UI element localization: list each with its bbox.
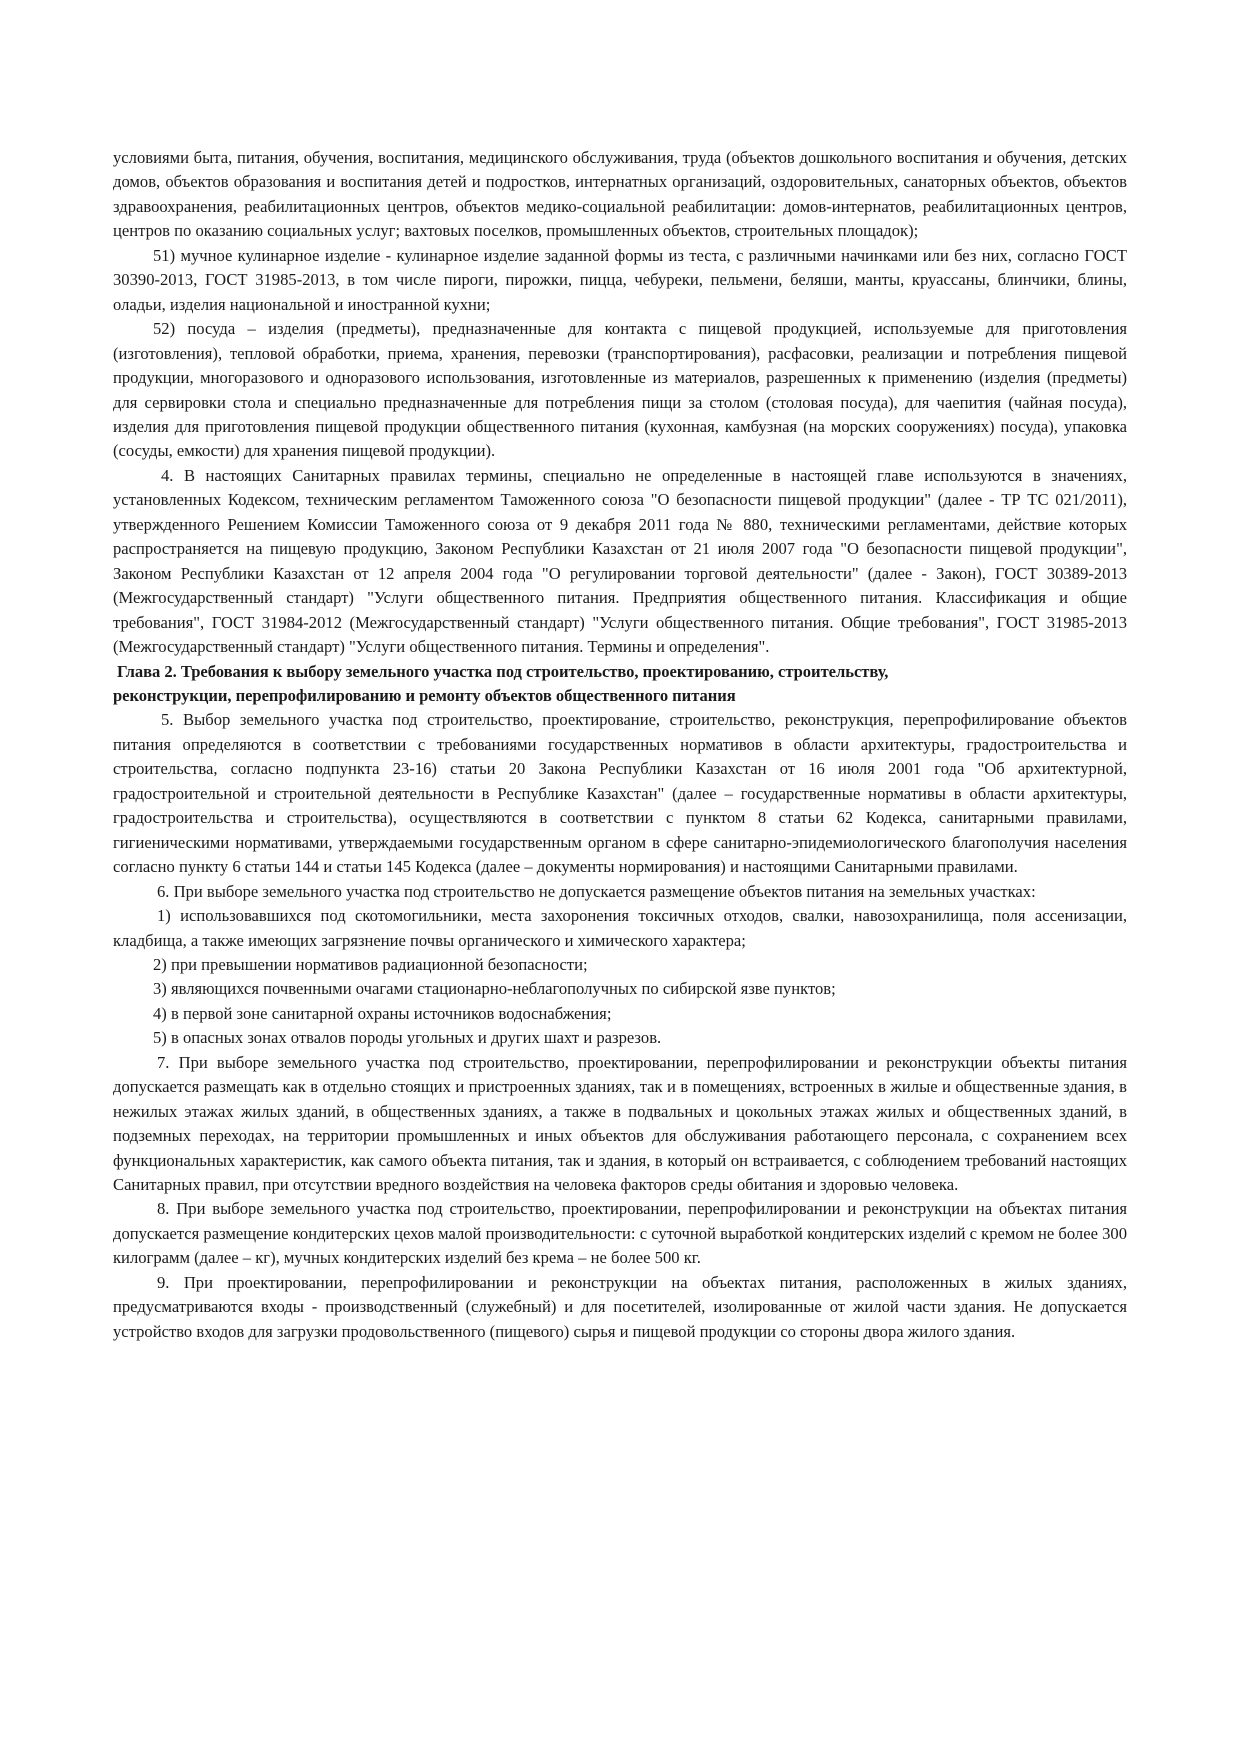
paragraph-6-item-3: 3) являющихся почвенными очагами стационарно-неблагополучных по сибирской язве пунктов; [153, 979, 836, 999]
chapter-heading-line-2: реконструкции, перепрофилированию и ремонту объектов общественного питания [113, 685, 736, 705]
paragraph-6-item-1: 1) использовавшихся под скотомогильники, места захоронения токсичных отходов, свалки, навозохранилища, поля ассенизации, кладбища, а также имеющих загрязнение почвы органического и химического характера; [113, 906, 1127, 950]
paragraph-6-item-2: 2) при превышении нормативов радиационной безопасности; [153, 954, 588, 974]
paragraph-6: 6. При выборе земельного участка под строительство не допускается размещение объектов питания на земельных участках: [157, 881, 1036, 901]
paragraph-6-item-5: 5) в опасных зонах отвалов породы угольных и других шахт и разрезов. [153, 1028, 662, 1048]
paragraph-4: 4. В настоящих Санитарных правилах термины, специально не определенные в настоящей главе используются в значениях, установленных Кодексом, техническим регламентом Таможенного союза "О безопасности пищевой продукции" (далее - ТР ТС 021/2011), утвержденного Решением Комиссии Таможенного союза от 9 декабря 2011 года № 880, техническими регламентами, действие которых распространяется на пищевую продукцию, Законом Республики Казахстан от 21 июля 2007 года "О безопасности пищевой продукции", Законом Республики Казахстан от 12 апреля 2004 года "О регулировании торговой деятельности" (далее - Закон), ГОСТ 30389-2013 (Межгосударственный стандарт) "Услуги общественного питания. Предприятия общественного питания. Классификация и общие требования", ГОСТ 31984-2012 (Межгосударственный стандарт) "Услуги общественного питания. Общие требования", ГОСТ 31985-2013 (Межгосударственный стандарт) "Услуги общественного питания. Термины и определения". [113, 465, 1127, 657]
paragraph-9: 9. При проектировании, перепрофилировании и реконструкции на объектах питания, расположенных в жилых зданиях, предусматриваются входы - производственный (служебный) и для посетителей, изолированные от жилой части здания. Не допускается устройство входов для загрузки продовольственного (пищевого) сырья и пищевой продукции со стороны двора жилого здания. [113, 1272, 1127, 1341]
paragraph-5: 5. Выбор земельного участка под строительство, проектирование, строительство, реконструкция, перепрофилирование объектов питания определяются в соответствии с требованиями государственных нормативов в области архитектуры, градостроительства и строительства, согласно подпункта 23-16) статьи 20 Закона Республики Казахстан от 16 июля 2001 года "Об архитектурной, градостроительной и строительной деятельности в Республике Казахстан" (далее – государственные нормативы в области архитектуры, градостроительства и строительства), осуществляются в соответствии с пунктом 8 статьи 62 Кодекса, санитарными правилами, гигиеническими нормативами, утверждаемыми государственным органом в сфере санитарно-эпидемиологического благополучия населения согласно пункту 6 статьи 144 и статьи 145 Кодекса (далее – документы нормирования) и настоящими Санитарными правилами. [113, 710, 1127, 877]
paragraph-8: 8. При выборе земельного участка под строительство, проектировании, перепрофилировании и реконструкции на объектах питания допускается размещение кондитерских цехов малой производительности: с суточной выработкой кондитерских изделий с кремом не более 300 килограмм (далее – кг), мучных кондитерских изделий без крема – не более 500 кг. [113, 1199, 1127, 1268]
paragraph-continuation: условиями быта, питания, обучения, воспитания, медицинского обслуживания, труда (объектов дошкольного воспитания и обучения, детских домов, объектов образования и воспитания детей и подростков, интернатных организаций, оздоровительных, санаторных объектов, объектов здравоохранения, реабилитационных центров, объектов медико-социальной реабилитации: домов-интернатов, реабилитационных центров, центров по оказанию социальных услуг; вахтовых поселков, промышленных объектов, строительных площадок); [113, 148, 1127, 241]
chapter-heading [113, 660, 1127, 709]
paragraph-7: 7. При выборе земельного участка под строительство, проектировании, перепрофилировании и реконструкции объекты питания допускается размещать как в отдельно стоящих и пристроенных зданиях, так и в помещениях, встроенных в жилые и общественные здания, в нежилых этажах жилых зданий, в общественных зданиях, а также в подвальных и цокольных этажах жилых и общественных зданий, в подземных переходах, на территории промышленных и иных объектов для обслуживания работающего персонала, с сохранением всех функциональных характеристик, как самого объекта питания, так и здания, в который он встраивается, с соблюдением требований настоящих Санитарных правил, при отсутствии вредного воздействия на человека факторов среды обитания и здоровью человека. [113, 1052, 1127, 1195]
paragraph-52: 52) посуда – изделия (предметы), предназначенные для контакта с пищевой продукцией, используемые для приготовления (изготовления), тепловой обработки, приема, хранения, перевозки (транспортирования), расфасовки, реализации и потребления пищевой продукции, многоразового и одноразового использования, изготовленные из материалов, разрешенных к применению (изделия (предметы) для сервировки стола и специально предназначенные для потребления пищи за столом (столовая посуда), для чаепития (чайная посуда), изделия для приготовления пищевой продукции общественного питания (кухонная, камбузная (на морских сооружениях) посуда), упаковка (сосуды, емкости) для хранения пищевой продукции). [113, 319, 1127, 461]
paragraph-51: 51) мучное кулинарное изделие - кулинарное изделие заданной формы из теста, с различными начинками или без них, согласно ГОСТ 30390-2013, ГОСТ 31985-2013, в том числе пироги, пирожки, пицца, чебуреки, пельмени, беляши, манты, круассаны, блинчики, блины, оладьи, изделия национальной и иностранной кухни; [113, 245, 1127, 314]
paragraph-6-item-4: 4) в первой зоне санитарной охраны источников водоснабжения; [153, 1003, 612, 1023]
document-page [113, 146, 1127, 1344]
chapter-heading-line-1: Глава 2. Требования к выбору земельного участка под строительство, проектированию, строительству, [117, 661, 889, 681]
